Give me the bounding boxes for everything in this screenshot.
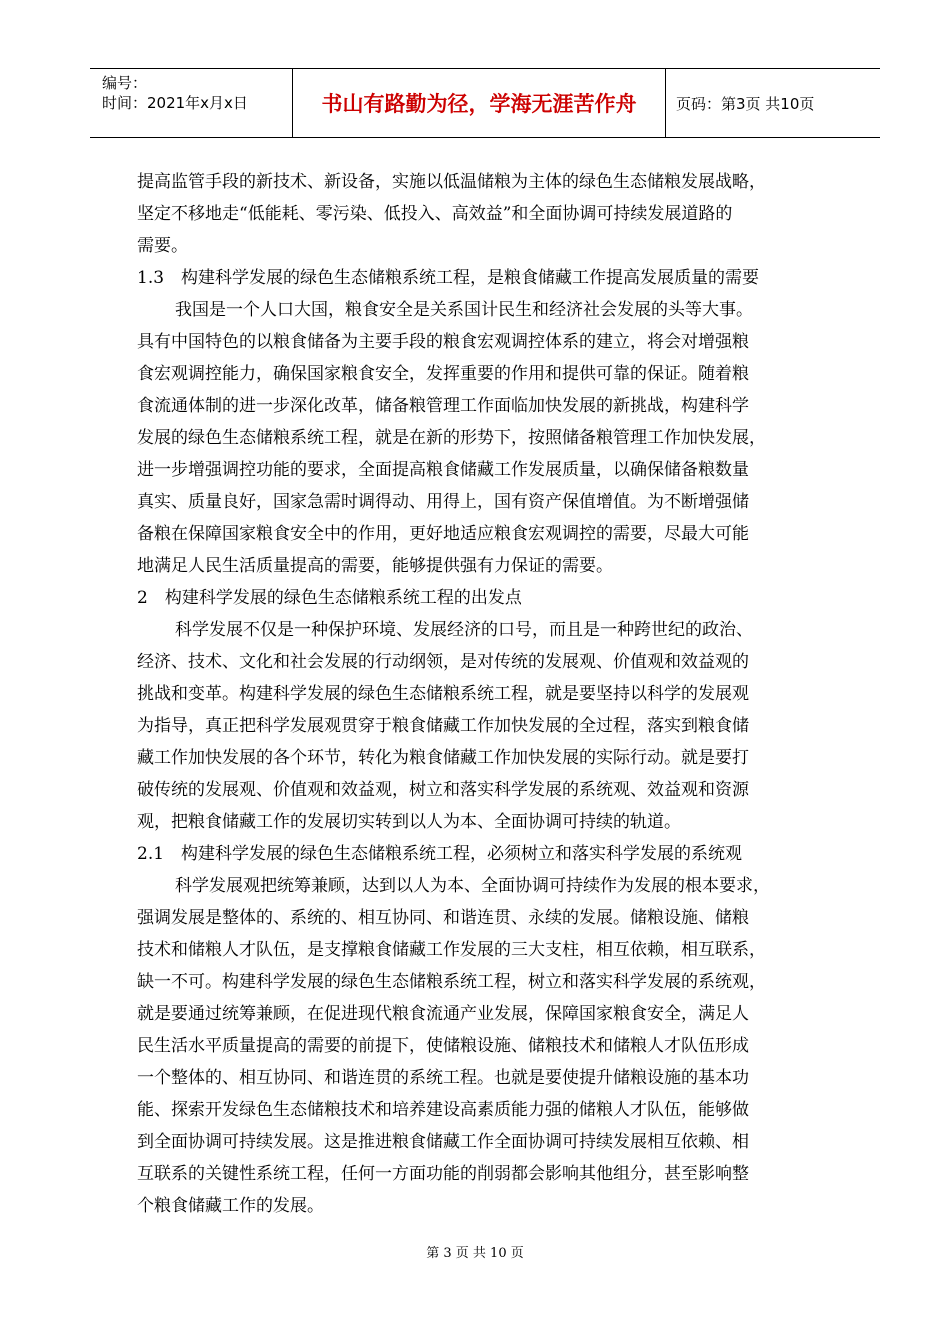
text-line: 破传统的发展观、价值观和效益观，树立和落实科学发展的系统观、效益观和资源 [137, 780, 749, 800]
text-line: 到全面协调可持续发展。这是推进粮食储藏工作全面协调可持续发展相互依赖、相 [137, 1132, 749, 1152]
text-line: 技术和储粮人才队伍，是支撑粮食储藏工作发展的三大支柱，相互依赖，相互联系， [137, 940, 766, 960]
text-line: 经济、技术、文化和社会发展的行动纲领，是对传统的发展观、价值观和效益观的 [137, 652, 749, 672]
section-heading: 1.3 构建科学发展的绿色生态储粮系统工程，是粮食储藏工作提高发展质量的需要 [137, 268, 760, 288]
text-line: 具有中国特色的以粮食储备为主要手段的粮食宏观调控体系的建立，将会对增强粮 [137, 332, 749, 352]
text-line: 互联系的关键性系统工程，任何一方面功能的削弱都会影响其他组分，甚至影响整 [137, 1164, 749, 1184]
text-line: 食流通体制的进一步深化改革，储备粮管理工作面临加快发展的新挑战，构建科学 [137, 396, 749, 416]
text-line: 个粮食储藏工作的发展。 [137, 1196, 324, 1216]
text-line: 缺一不可。构建科学发展的绿色生态储粮系统工程，树立和落实科学发展的系统观， [137, 972, 766, 992]
text-line: 科学发展观把统筹兼顾，达到以人为本、全面协调可持续作为发展的根本要求， [175, 876, 770, 896]
text-line: 我国是一个人口大国，粮食安全是关系国计民生和经济社会发展的头等大事。 [175, 300, 753, 320]
text-line: 坚定不移地走“低能耗、零污染、低投入、高效益”和全面协调可持续发展道路的 [137, 204, 733, 224]
text-line: 食宏观调控能力，确保国家粮食安全，发挥重要的作用和提供可靠的保证。随着粮 [137, 364, 749, 384]
text-line: 需要。 [137, 236, 188, 256]
section-heading: 2 构建科学发展的绿色生态储粮系统工程的出发点 [137, 588, 522, 608]
text-line: 地满足人民生活质量提高的需要，能够提供强有力保证的需要。 [137, 556, 613, 576]
text-line: 挑战和变革。构建科学发展的绿色生态储粮系统工程，就是要坚持以科学的发展观 [137, 684, 749, 704]
text-line: 藏工作加快发展的各个环节，转化为粮食储藏工作加快发展的实际行动。就是要打 [137, 748, 749, 768]
text-line: 科学发展不仅是一种保护环境、发展经济的口号，而且是一种跨世纪的政治、 [175, 620, 753, 640]
section-heading: 2.1 构建科学发展的绿色生态储粮系统工程，必须树立和落实科学发展的系统观 [137, 844, 743, 864]
document-body [137, 166, 827, 1222]
header-motto: 书山有路勤为径，学海无涯苦作舟 [293, 69, 666, 137]
text-line: 就是要通过统筹兼顾，在促进现代粮食流通产业发展，保障国家粮食安全，满足人 [137, 1004, 749, 1024]
serial-label: 编号： [102, 74, 148, 92]
text-line: 备粮在保障国家粮食安全中的作用，更好地适应粮食宏观调控的需要，尽最大可能 [137, 524, 749, 544]
text-line: 观，把粮食储藏工作的发展切实转到以人为本、全面协调可持续的轨道。 [137, 812, 681, 832]
page-header [90, 68, 880, 138]
text-line: 提高监管手段的新技术、新设备，实施以低温储粮为主体的绿色生态储粮发展战略， [137, 172, 766, 192]
text-line: 强调发展是整体的、系统的、相互协同、和谐连贯、永续的发展。储粮设施、储粮 [137, 908, 749, 928]
text-line: 一个整体的、相互协同、和谐连贯的系统工程。也就是要使提升储粮设施的基本功 [137, 1068, 749, 1088]
page-footer: 第 3 页 共 10 页 [426, 1246, 524, 1261]
text-line: 能、探索开发绿色生态储粮技术和培养建设高素质能力强的储粮人才队伍，能够做 [137, 1100, 749, 1120]
text-line: 为指导，真正把科学发展观贯穿于粮食储藏工作加快发展的全过程，落实到粮食储 [137, 716, 749, 736]
time-label: 时间：2021年x月x日 [102, 94, 248, 112]
text-line: 进一步增强调控功能的要求，全面提高粮食储藏工作发展质量，以确保储备粮数量 [137, 460, 749, 480]
text-line: 发展的绿色生态储粮系统工程，就是在新的形势下，按照储备粮管理工作加快发展， [137, 428, 766, 448]
text-line: 真实、质量良好，国家急需时调得动、用得上，国有资产保值增值。为不断增强储 [137, 492, 749, 512]
header-meta [90, 69, 293, 137]
header-page-info: 页码：第3页 共10页 [676, 94, 815, 113]
text-line: 民生活水平质量提高的需要的前提下，使储粮设施、储粮技术和储粮人才队伍形成 [137, 1036, 749, 1056]
